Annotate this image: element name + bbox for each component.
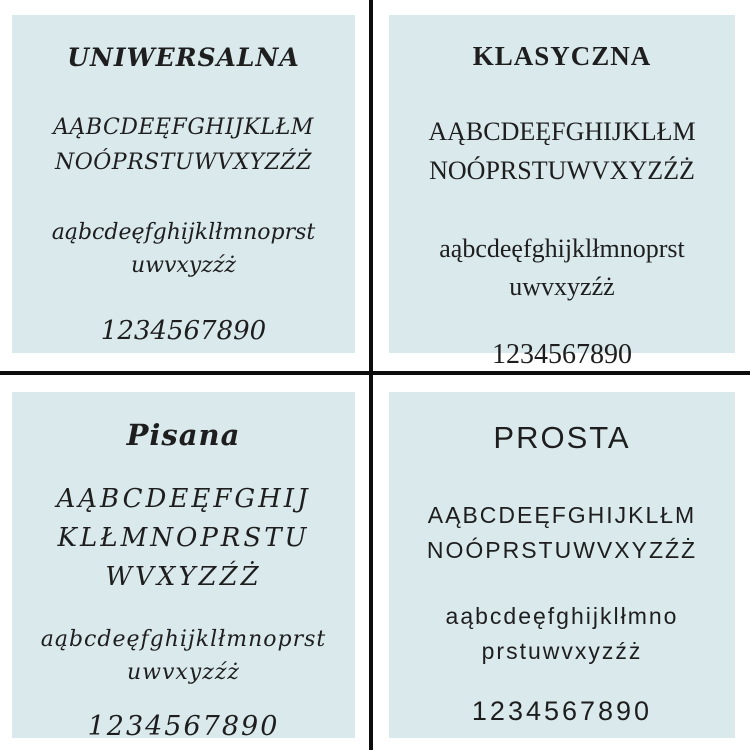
font-panel-prosta	[389, 392, 735, 738]
lowercase-line: aąbcdeęfghijklłmnoprst	[51, 220, 316, 246]
uppercase-sample	[53, 110, 314, 180]
uppercase-sample	[428, 112, 695, 190]
font-title-pisana: Pisana	[126, 418, 241, 452]
lowercase-sample	[439, 230, 684, 305]
font-panel-pisana	[12, 392, 355, 742]
lowercase-sample	[446, 599, 679, 668]
uppercase-line: KLŁMNOPRSTU	[57, 523, 310, 553]
lowercase-sample	[52, 216, 316, 282]
font-title-uniwersalna: UNIWERSALNA	[67, 43, 300, 72]
digits-sample: 1234567890	[471, 696, 653, 726]
uppercase-sample	[56, 480, 310, 597]
uppercase-line: NOÓPRSTUWVXYZŹŻ	[54, 150, 312, 176]
lowercase-line: prstuwvxyzźż	[481, 637, 643, 664]
font-panel-klasyczna	[389, 15, 735, 371]
digits-sample: 1234567890	[492, 339, 632, 371]
lowercase-sample	[41, 623, 327, 689]
font-panel-uniwersalna	[12, 15, 355, 353]
lowercase-line: uwvxyzźż	[509, 271, 615, 301]
uppercase-line: AĄBCDEĘFGHIJKLŁM	[427, 502, 697, 528]
uppercase-line: NOÓPRSTUWVXYZŹŻ	[426, 536, 698, 563]
lowercase-line: uwvxyzźż	[130, 253, 237, 279]
lowercase-line: aąbcdeęfghijklłmnoprst	[40, 627, 327, 652]
uppercase-line: AĄBCDEĘFGHIJKLŁM	[428, 117, 696, 146]
digits-sample: 1234567890	[87, 711, 280, 742]
font-title-prosta: PROSTA	[493, 420, 631, 455]
lowercase-line: uwvxyzźż	[126, 660, 241, 685]
uppercase-line: NOÓPRSTUWVXYZŹŻ	[429, 156, 695, 185]
digits-sample: 1234567890	[100, 316, 267, 347]
lowercase-line: aąbcdeęfghijklłmno	[445, 603, 679, 629]
uppercase-line: AĄBCDEĘFGHIJKLŁM	[53, 115, 314, 140]
lowercase-line: aąbcdeęfghijklłmnoprst	[439, 234, 685, 263]
font-title-klasyczna: KLASYCZNA	[472, 41, 652, 71]
uppercase-sample	[427, 498, 697, 567]
vertical-divider-line	[369, 0, 373, 750]
uppercase-line: WVXYZŹŻ	[105, 562, 262, 592]
horizontal-divider-line	[0, 371, 750, 375]
uppercase-line: AĄBCDEĘFGHIJ	[56, 484, 311, 514]
